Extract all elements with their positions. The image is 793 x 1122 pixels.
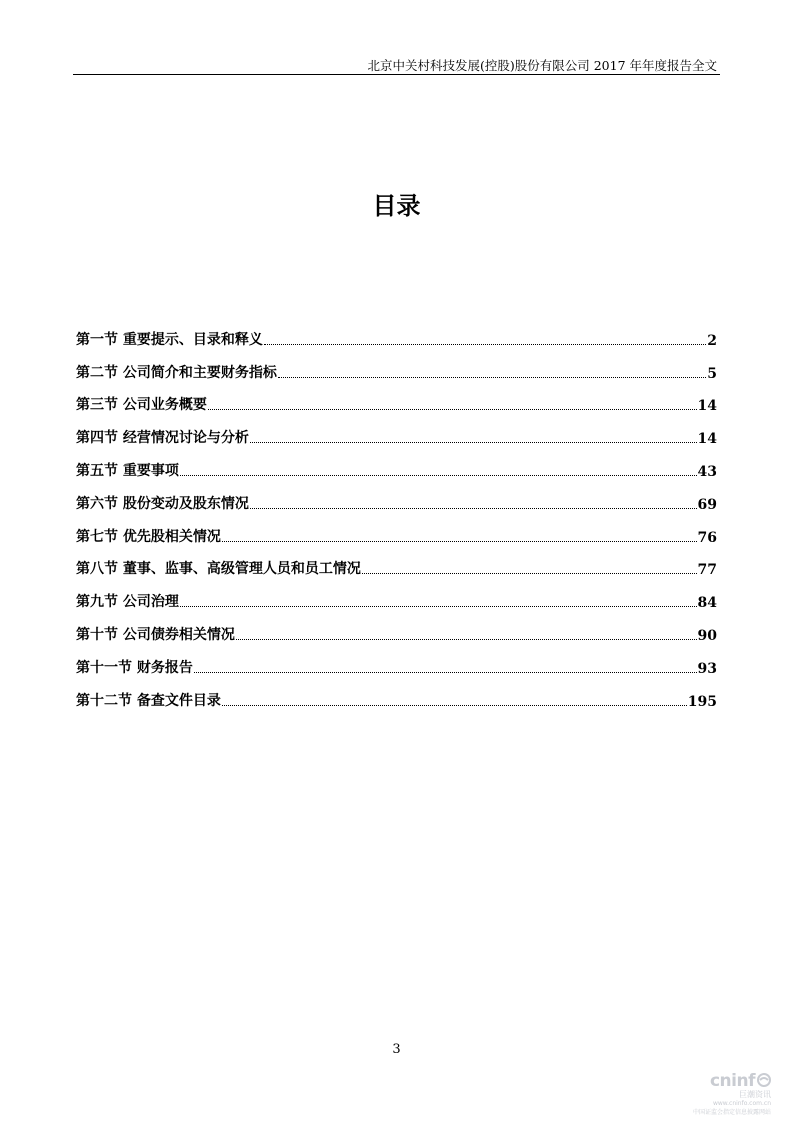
toc-entry-page: 84 — [697, 595, 717, 612]
toc-entry-label: 第一节 重要提示、目录和释义 — [76, 331, 263, 348]
toc-list — [76, 316, 717, 710]
header-divider — [73, 74, 720, 75]
toc-entry-page: 14 — [697, 431, 717, 448]
dot-leader — [222, 541, 697, 542]
toc-entry[interactable] — [76, 611, 717, 644]
dot-leader — [362, 573, 697, 574]
running-header: 北京中关村科技发展(控股)股份有限公司 2017 年年度报告全文 — [367, 58, 717, 73]
toc-entry-label: 第九节 公司治理 — [76, 594, 179, 611]
toc-entry[interactable] — [76, 677, 717, 710]
watermark-url: www.cninfo.com.cn — [712, 1100, 771, 1107]
toc-entry-page: 2 — [707, 332, 717, 349]
dot-leader — [264, 344, 706, 345]
toc-entry-label: 第三节 公司业务概要 — [76, 397, 207, 414]
toc-entry-page: 76 — [697, 529, 717, 546]
dot-leader — [208, 409, 697, 410]
toc-entry[interactable] — [76, 480, 717, 513]
watermark-org: 中国证监会指定信息披露网站 — [692, 1109, 771, 1116]
toc-entry[interactable] — [76, 414, 717, 447]
dot-leader — [236, 639, 697, 640]
toc-entry-label: 第十二节 备查文件目录 — [76, 692, 221, 709]
toc-entry-page: 195 — [687, 693, 717, 710]
toc-entry-label: 第七节 优先股相关情况 — [76, 528, 221, 545]
toc-entry-label: 第二节 公司简介和主要财务指标 — [76, 364, 277, 381]
toc-entry-label: 第六节 股份变动及股东情况 — [76, 495, 249, 512]
dot-leader — [250, 442, 697, 443]
toc-entry[interactable] — [76, 578, 717, 611]
dot-leader — [194, 672, 697, 673]
dot-leader — [250, 508, 697, 509]
toc-entry-label: 第十一节 财务报告 — [76, 659, 193, 676]
dot-leader — [180, 475, 697, 476]
toc-entry[interactable] — [76, 349, 717, 382]
toc-entry-page: 69 — [697, 496, 717, 513]
toc-entry-page: 5 — [707, 365, 717, 382]
toc-entry[interactable] — [76, 316, 717, 349]
toc-entry[interactable] — [76, 644, 717, 677]
toc-entry[interactable] — [76, 546, 717, 579]
dot-leader — [278, 377, 706, 378]
toc-title: 目录 — [372, 192, 421, 220]
watermark-name: 巨潮资讯 — [739, 1090, 771, 1099]
dot-leader — [222, 705, 687, 706]
watermark-logo-text: cninf — [709, 1071, 755, 1091]
toc-entry-page: 77 — [697, 562, 717, 579]
toc-entry[interactable] — [76, 513, 717, 546]
toc-entry-page: 90 — [697, 627, 717, 644]
toc-entry[interactable] — [76, 382, 717, 415]
toc-entry-label: 第四节 经营情况讨论与分析 — [76, 430, 249, 447]
toc-entry-label: 第五节 重要事项 — [76, 462, 179, 479]
toc-entry-page: 93 — [697, 660, 717, 677]
toc-entry-label: 第十节 公司债券相关情况 — [76, 626, 235, 643]
dot-leader — [180, 606, 697, 607]
cninfo-watermark — [681, 1071, 771, 1116]
toc-entry-page: 14 — [697, 398, 717, 415]
toc-entry[interactable] — [76, 447, 717, 480]
page-number: 3 — [392, 1042, 401, 1057]
toc-entry-page: 43 — [697, 463, 717, 480]
toc-entry-label: 第八节 董事、监事、高级管理人员和员工情况 — [76, 561, 361, 578]
cninfo-swirl-icon — [757, 1072, 771, 1091]
